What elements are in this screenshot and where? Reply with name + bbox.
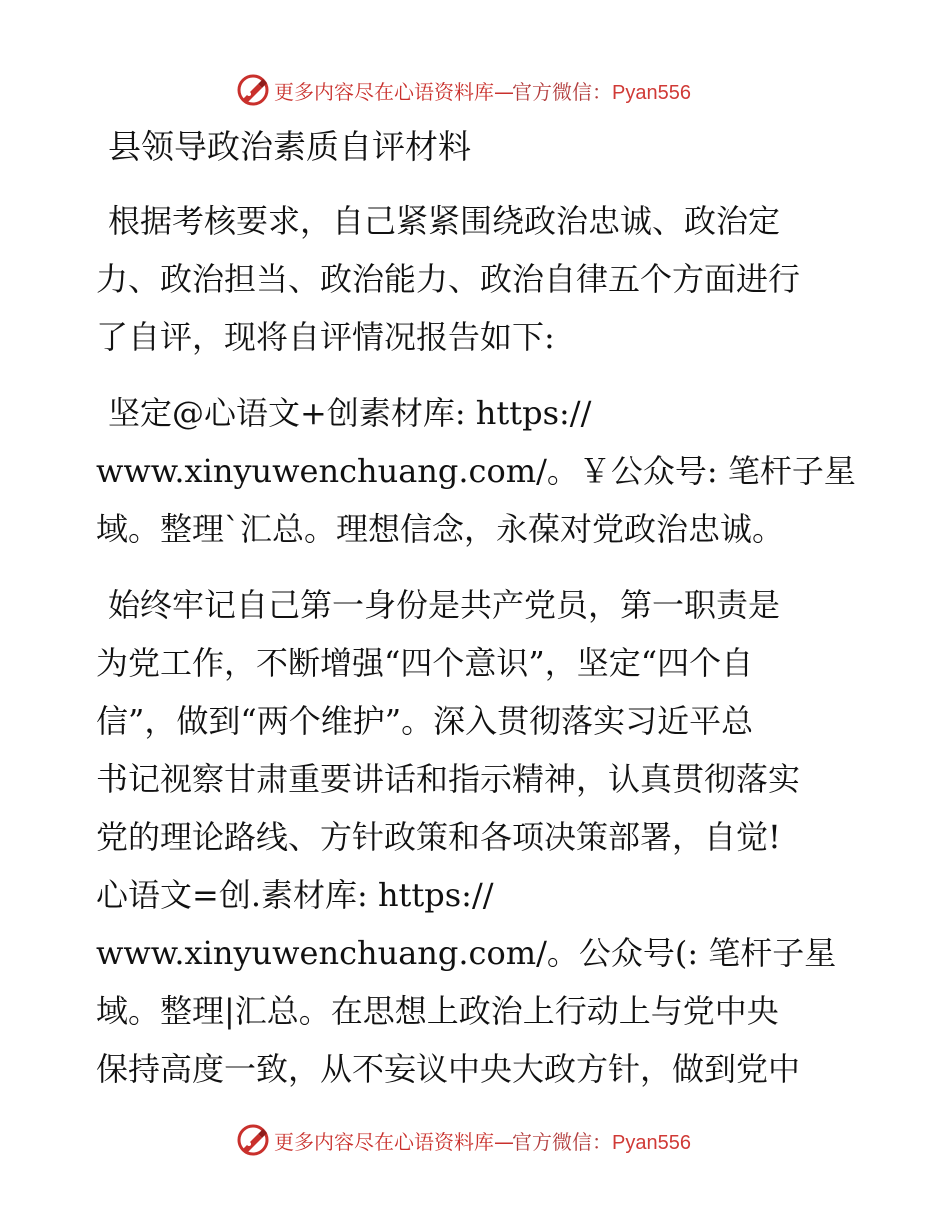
text-line: 保持高度一致，从不妄议中央大政方针，做到党中 [96,1050,801,1088]
text-line: 书记视察甘肃重要讲话和指示精神，认真贯彻落实 [96,760,801,798]
paragraph-1 [96,192,856,366]
footer-promo-text: 更多内容尽在心语资料库 [274,1129,494,1154]
document-title: 县领导政治素质自评材料 [108,127,471,166]
text-line: 域。整理|汇总。在思想上政治上行动上与党中央 [96,992,779,1030]
text-line: www.xinyuwenchuang.com/。￥公众号: 笔杆子星 [96,452,856,490]
text-line: www.xinyuwenchuang.com/。公众号(: 笔杆子星 [96,934,837,972]
text-line: 坚定@心语文+创素材库: https:// [108,394,592,432]
footer-wechat-id: Pyan556 [612,1131,691,1154]
text-line: 始终牢记自己第一身份是共产党员，第一职责是 [108,586,781,624]
header-promo-text: 更多内容尽在心语资料库 [274,79,494,104]
header-banner [0,70,950,110]
text-line: 为党工作，不断增强“四个意识”，坚定“四个自 [96,644,754,682]
text-line: 根据考核要求，自己紧紧围绕政治忠诚、政治定 [108,202,781,240]
pen-circle-icon [236,1123,270,1157]
footer-wechat-label: 官方微信： [512,1129,612,1154]
footer-dash: — [494,1129,512,1154]
text-line: 信”，做到“两个维护”。深入贯彻落实习近平总 [96,702,754,740]
text-line: 力、政治担当、政治能力、政治自律五个方面进行 [96,260,801,298]
text-line: 心语文=创.素材库: https:// [96,876,494,914]
pen-circle-icon [236,73,270,107]
text-line: 党的理论路线、方针政策和各项决策部署，自觉! [96,818,781,856]
header-promo [274,76,691,105]
footer-banner [0,1120,950,1160]
header-wechat-id: Pyan556 [612,81,691,104]
header-dash: — [494,79,512,104]
header-wechat-label: 官方微信： [512,79,612,104]
text-line: 了自评，现将自评情况报告如下: [96,318,555,356]
paragraph-2 [96,384,856,558]
text-line: 域。整理`汇总。理想信念，永葆对党政治忠诚。 [96,510,785,548]
paragraph-3 [96,576,856,1098]
footer-promo [274,1126,691,1155]
